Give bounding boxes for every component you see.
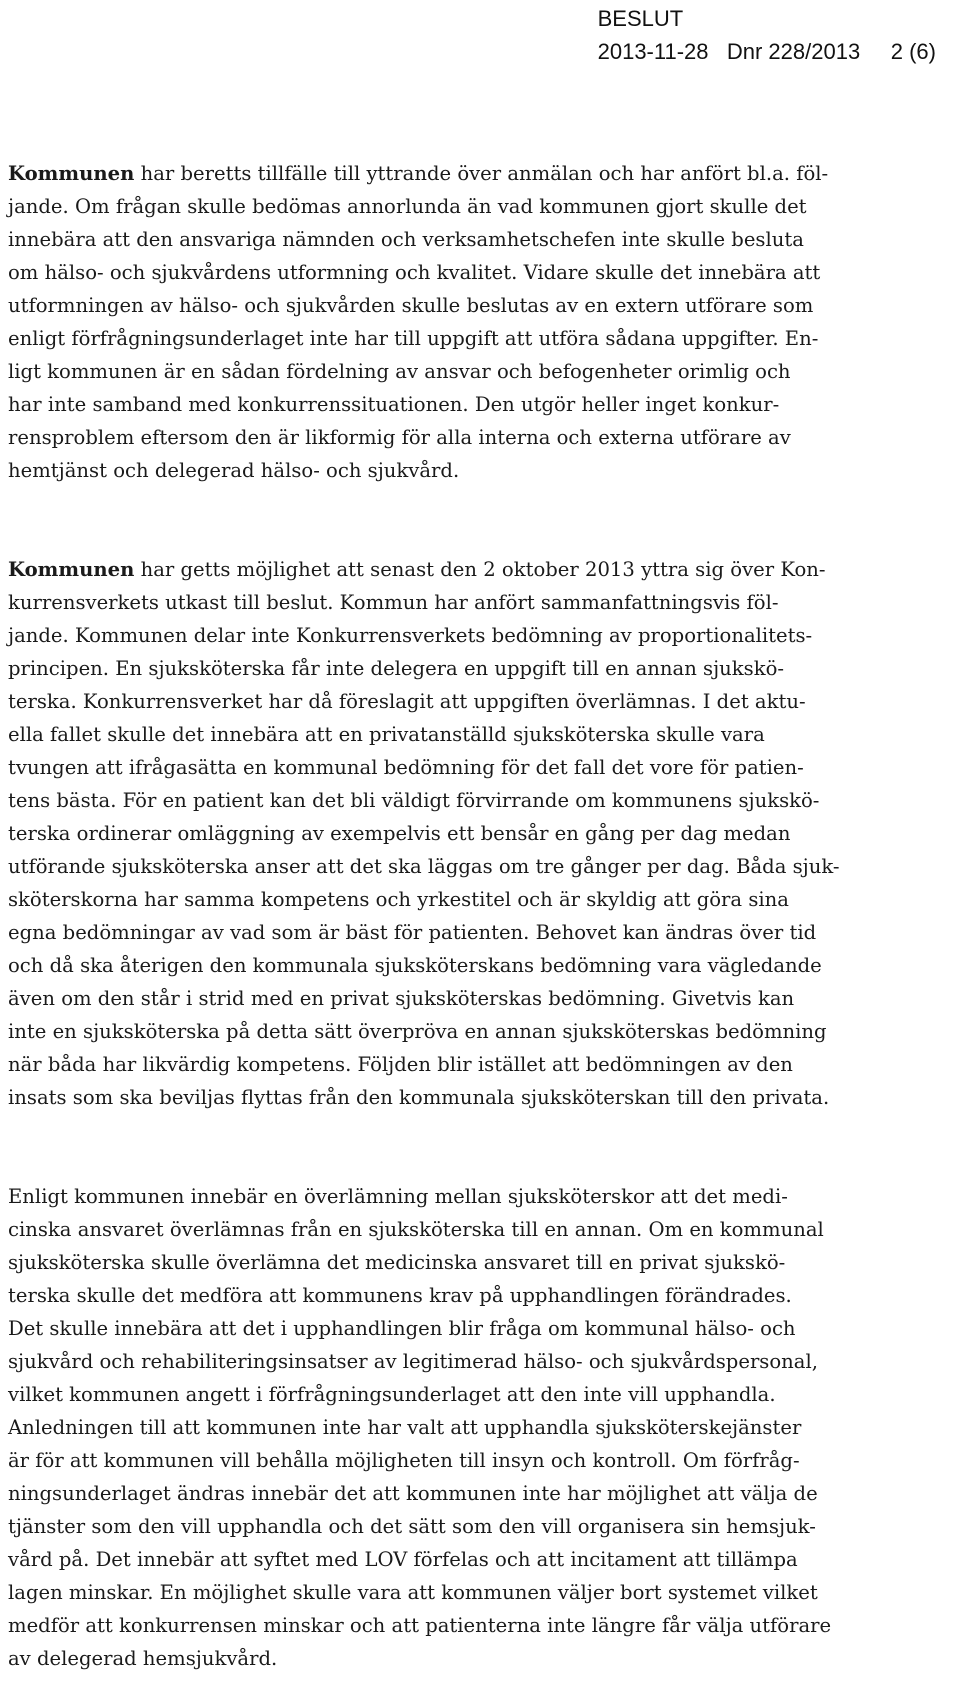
paragraph-text: Enligt kommunen innebär en överlämning mellan sjuksköterskor att det medi- cinska ansvaret överlämnas från en sjuksköterska till en annan. Om en kommunal sjuksköterska skulle överlämna det medicinska ansvaret till en privat sjukskö- terska skulle det medföra att kommunens krav på upphandlingen förändrades. Det skulle innebära att det i upphandlingen blir fråga om kommunal hälso- och sjukvård och rehabiliteringsinsatser av legitimerad hälso- och sjukvårdspersonal, vilket kommunen angett i förfrågningsunderlaget att den inte vill upphandla. Anledningen till att kommunen inte har valt att upphandla sjuksköterskejänster är för att kommunen vill behålla möjligheten till insyn och kontroll. Om förfråg- ningsunderlaget ändras innebär det att kommunen inte har möjlighet att välja de tjänster som den vill upphandla och det sätt som den vill organisera sin hemsjuk- vård på. Det innebär att syftet med LOV förfelas och att incitament att tillämpa lagen minskar. En möjlighet skulle vara att kommunen väljer bort systemet vilket medför att konkurrensen minskar och att patienterna inte längre får välja utförare av delegerad hemsjukvård.: [8, 1185, 832, 1670]
document-header: [598, 2, 936, 68]
paragraph-overlamning: [8, 1180, 913, 1675]
document-reference: [598, 35, 936, 68]
paragraph-text: har beretts tillfälle till yttrande över anmälan och har anfört bl.a. föl- jande. Om frågan skulle bedömas annorlunda än vad kommunen gjort skulle det innebära att den ansvariga nämnden och verksamhetschefen inte skulle besluta om hälso- och sjukvårdens utformning och kvalitet. Vidare skulle det innebära att utformningen av hälso- och sjukvården skulle beslutas av en extern utförare som enligt förfrågningsunderlaget inte har till uppgift att utföra sådana uppgifter. En- ligt kommunen är en sådan fördelning av ansvar och befogenheter orimlig och har inte samband med konkurrenssituationen. Den utgör heller inget konkur- rensproblem eftersom den är likformig för alla interna och externa utförare av hemtjänst och delegerad hälso- och sjukvård.: [8, 162, 829, 482]
document-date: 2013-11-28: [597, 39, 709, 64]
paragraph-kommunen-yttrande: [8, 157, 913, 487]
diary-number: Dnr 228/2013: [726, 39, 861, 64]
paragraph-text: har getts möjlighet att senast den 2 oktober 2013 yttra sig över Kon- kurrensverkets utkast till beslut. Kommun har anfört sammanfattningsvis föl- jande. Kommunen delar inte Konkurrensverkets bedömning av proportionalitets- principen. En sjuksköterska får inte delegera en uppgift till en annan sjukskö- terska. Konkurrensverket har då föreslagit att uppgiften överlämnas. I det aktu- ella fallet skulle det innebära att en privatanställd sjuksköterska skulle vara tvungen att ifrågasätta en kommunal bedömning för det fall det vore för patien- tens bästa. För en patient kan det bli väldigt förvirrande om kommunens sjukskö- terska ordinerar omläggning av exempelvis ett bensår en gång per dag medan utförande sjuksköterska anser att det ska läggas om tre gånger per dag. Båda sjuk- sköterskorna har samma kompetens och yrkestitel och är skyldig att göra sina egna bedömningar av vad som är bäst för patienten. Behovet kan ändras över tid och då ska återigen den kommunala sjuksköterskans bedömning vara vägledande även om den står i strid med en privat sjuksköterskas bedömning. Givetvis kan inte en sjuksköterska på detta sätt överpröva en annan sjuksköterskas bedömning när båda har likvärdig kompetens. Följden blir istället att bedömningen av den insats som ska beviljas flyttas från den kommunala sjuksköterskan till den privata.: [8, 558, 840, 1109]
document-type: BESLUT: [597, 6, 684, 31]
paragraph-lead: Kommunen: [8, 558, 135, 581]
paragraph-lead: Kommunen: [8, 162, 135, 185]
document-body: [8, 124, 913, 1708]
paragraph-kommunen-utkast: [8, 553, 913, 1114]
page-number: 2 (6): [890, 39, 936, 64]
